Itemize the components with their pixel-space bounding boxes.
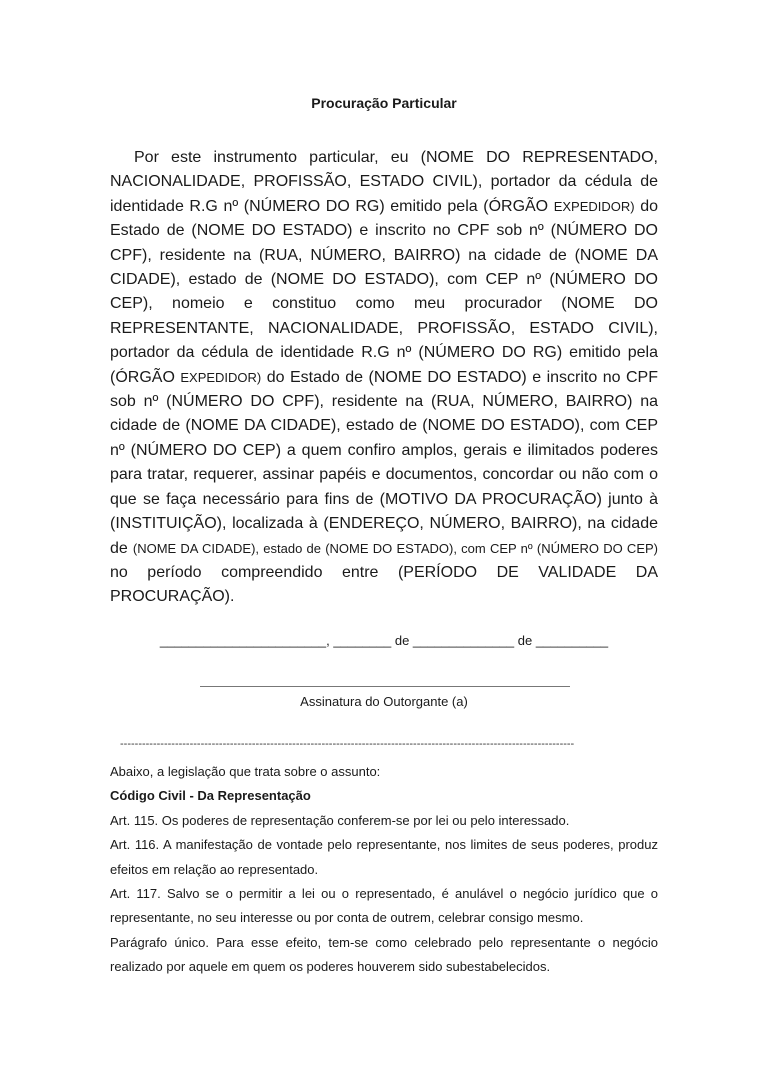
signature-label: Assinatura do Outorgante (a) [300,694,468,709]
power-of-attorney-body [110,146,658,610]
article-117: Art. 117. Salvo se o permitir a lei ou o representado, é anulável o negócio jurídico que o representante, no seu interesse ou por conta de outrem, celebrar consigo mesmo. [110,886,658,926]
body-part-4: no período compreendido entre (PERÍODO DE VALIDADE DA PROCURAÇÃO). [110,563,658,606]
document-title: Procuração Particular [311,95,457,111]
body-part-2: do Estado de (NOME DO ESTADO) e inscrito no CPF sob nº (NÚMERO DO CPF), residente na (RUA, NÚMERO, BAIRRO) na cidade de (NOME DA CIDADE), estado de (NOME DO ESTADO), com CEP nº (NÚMERO DO CEP), nomeio e constituo como meu procurador (NOME DO REPRESENTANTE, NACIONALIDADE, PROFISSÃO, ESTADO CIVIL), portador da cédula de identidade R.G nº (NÚMERO DO RG) emitido pela (ÓRGÃO [110,197,658,386]
body-small-place: (NOME DA CIDADE), estado de (NOME DO ESTADO), com CEP nº (NÚMERO DO CEP) [132,540,658,556]
dashed-separator: ---------------------------------------------------------------------------------------------------------------------------- [120,738,575,750]
article-117-paragraph: Parágrafo único. Para esse efeito, tem-se como celebrado pelo representante o negócio realizado por aquele em quem os poderes houverem sido subestabelecidos. [110,934,658,975]
legislation-heading: Código Civil - Da Representação [110,788,311,804]
signature-line [200,686,570,687]
place-date-line: _______________________, ________ de ______________ de __________ [159,633,609,648]
body-expedidor-2: EXPEDIDOR) [180,369,262,385]
article-115: Art. 115. Os poderes de representação conferem-se por lei ou pelo interessado. [110,812,570,828]
legislation-intro: Abaixo, a legislação que trata sobre o assunto: [110,764,381,779]
body-part-1: Por este instrumento particular, eu (NOME DO REPRESENTADO, NACIONALIDADE, PROFISSÃO, ESTADO CIVIL), portador da cédula de identidade R.G nº (NÚMERO DO RG) emitido pela (ÓRGÃO [110,149,658,215]
body-part-3: do Estado de (NOME DO ESTADO) e inscrito no CPF sob nº (NÚMERO DO CPF), residente na (RUA, NÚMERO, BAIRRO) na cidade de (NOME DA CIDADE), estado de (NOME DO ESTADO), com CEP nº (NÚMERO DO CEP) a quem confiro amplos, gerais e ilimitados poderes para tratar, requerer, assinar papéis e documentos, concordar ou não com o que se faça necessário para fins de (MOTIVO DA PROCURAÇÃO) junto à (INSTITUIÇÃO), localizada à (ENDEREÇO, NÚMERO, BAIRRO), na cidade de [110,368,658,557]
body-expedidor-1: EXPEDIDOR) [553,198,635,214]
article-116: Art. 116. A manifestação de vontade pelo representante, nos limites de seus poderes, produz efeitos em relação ao representado. [110,837,658,877]
legislation-section [110,760,658,980]
